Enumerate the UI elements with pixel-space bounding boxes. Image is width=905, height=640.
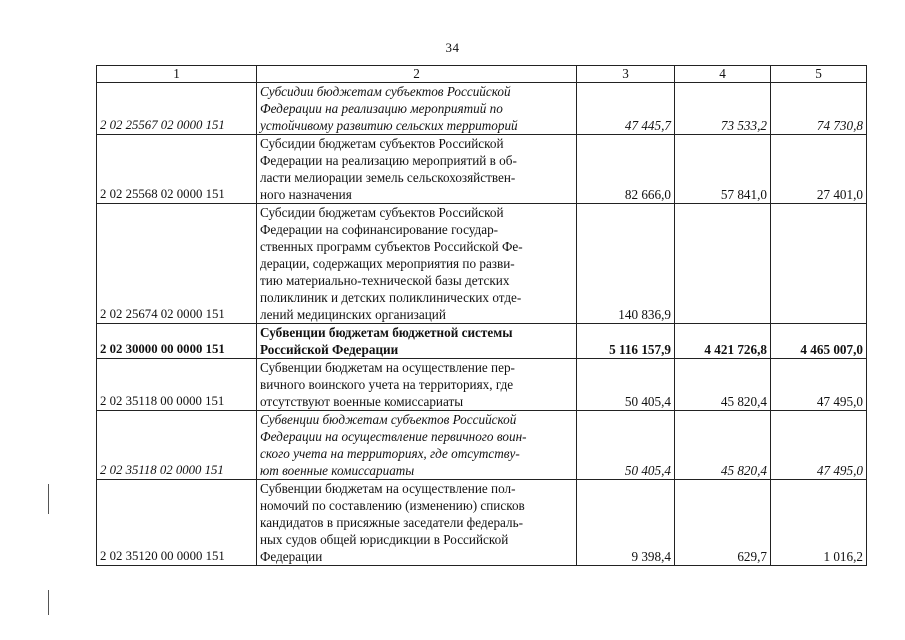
amount-column-3: 140 836,9 xyxy=(577,204,675,324)
amount-column-3: 50 405,4 xyxy=(577,359,675,411)
amount-column-5: 4 465 007,0 xyxy=(771,324,867,359)
table-row xyxy=(97,135,867,204)
amount-column-4: 45 820,4 xyxy=(675,411,771,480)
budget-code: 2 02 30000 00 0000 151 xyxy=(97,324,257,359)
amount-column-3: 50 405,4 xyxy=(577,411,675,480)
table-row xyxy=(97,324,867,359)
amount-column-3: 82 666,0 xyxy=(577,135,675,204)
budget-description xyxy=(257,204,577,324)
description-line: ского учета на территориях, где отсутству- xyxy=(260,446,520,461)
description-line: Субвенции бюджетам на осуществление пол- xyxy=(260,481,516,496)
page-number: 34 xyxy=(445,40,460,55)
description-line: лений медицинских организаций xyxy=(260,307,446,322)
margin-mark xyxy=(48,590,49,615)
amount-column-4: 629,7 xyxy=(675,480,771,566)
budget-code: 2 02 35120 00 0000 151 xyxy=(97,480,257,566)
table-row xyxy=(97,411,867,480)
column-header-3: 3 xyxy=(577,66,675,83)
table-body xyxy=(97,83,867,566)
description-line: тию материально-технической базы детских xyxy=(260,273,510,288)
description-line: ют военные комиссариаты xyxy=(260,463,415,478)
column-header-2: 2 xyxy=(257,66,577,83)
table-row xyxy=(97,204,867,324)
amount-column-3: 47 445,7 xyxy=(577,83,675,135)
amount-column-5: 27 401,0 xyxy=(771,135,867,204)
description-line: Федерации на осуществление первичного воин- xyxy=(260,429,527,444)
amount-column-4 xyxy=(675,204,771,324)
budget-description xyxy=(257,83,577,135)
amount-column-5: 74 730,8 xyxy=(771,83,867,135)
description-line: ного назначения xyxy=(260,187,352,202)
budget-description xyxy=(257,324,577,359)
description-line: Федерации на реализацию мероприятий в об- xyxy=(260,153,517,168)
description-line: Федерации на софинансирование государ- xyxy=(260,222,499,237)
description-line: устойчивому развитию сельских территорий xyxy=(260,118,518,133)
amount-column-3: 5 116 157,9 xyxy=(577,324,675,359)
description-line: кандидатов в присяжные заседатели федераль- xyxy=(260,515,524,530)
description-line: Субсидии бюджетам субъектов Российской xyxy=(260,136,504,151)
description-line: поликлиник и детских поликлинических отде- xyxy=(260,290,522,305)
description-line: ственных программ субъектов Российской Фе- xyxy=(260,239,523,254)
table-row xyxy=(97,83,867,135)
budget-description xyxy=(257,135,577,204)
budget-description xyxy=(257,480,577,566)
amount-column-4: 73 533,2 xyxy=(675,83,771,135)
description-line: номочий по составлению (изменению) списков xyxy=(260,498,525,513)
column-header-5: 5 xyxy=(771,66,867,83)
column-header-4: 4 xyxy=(675,66,771,83)
amount-column-5: 47 495,0 xyxy=(771,359,867,411)
description-line: ласти мелиорации земель сельскохозяйствен- xyxy=(260,170,516,185)
amount-column-5: 1 016,2 xyxy=(771,480,867,566)
amount-column-5 xyxy=(771,204,867,324)
budget-code: 2 02 35118 02 0000 151 xyxy=(97,411,257,480)
description-line: Субвенции бюджетам субъектов Российской xyxy=(260,412,517,427)
table-row xyxy=(97,480,867,566)
budget-code: 2 02 25674 02 0000 151 xyxy=(97,204,257,324)
description-line: Субвенции бюджетам на осуществление пер- xyxy=(260,360,515,375)
table-header-row xyxy=(97,66,867,83)
budget-table xyxy=(96,65,867,566)
amount-column-4: 57 841,0 xyxy=(675,135,771,204)
table-row xyxy=(97,359,867,411)
amount-column-3: 9 398,4 xyxy=(577,480,675,566)
description-line: ных судов общей юрисдикции в Российской xyxy=(260,532,509,547)
column-header-1: 1 xyxy=(97,66,257,83)
amount-column-4: 45 820,4 xyxy=(675,359,771,411)
description-line: Субсидии бюджетам субъектов Российской xyxy=(260,205,504,220)
budget-description xyxy=(257,359,577,411)
description-line: Федерации на реализацию мероприятий по xyxy=(260,101,503,116)
budget-code: 2 02 25567 02 0000 151 xyxy=(97,83,257,135)
description-line: Федерации xyxy=(260,549,323,564)
margin-mark xyxy=(48,484,49,514)
description-line: дерации, содержащих мероприятия по разви- xyxy=(260,256,515,271)
description-line: Субвенции бюджетам бюджетной системы xyxy=(260,325,513,340)
budget-description xyxy=(257,411,577,480)
description-line: Российской Федерации xyxy=(260,342,399,357)
description-line: вичного воинского учета на территориях, где xyxy=(260,377,514,392)
description-line: отсутствуют военные комиссариаты xyxy=(260,394,464,409)
description-line: Субсидии бюджетам субъектов Российской xyxy=(260,84,511,99)
budget-code: 2 02 35118 00 0000 151 xyxy=(97,359,257,411)
budget-code: 2 02 25568 02 0000 151 xyxy=(97,135,257,204)
amount-column-5: 47 495,0 xyxy=(771,411,867,480)
amount-column-4: 4 421 726,8 xyxy=(675,324,771,359)
